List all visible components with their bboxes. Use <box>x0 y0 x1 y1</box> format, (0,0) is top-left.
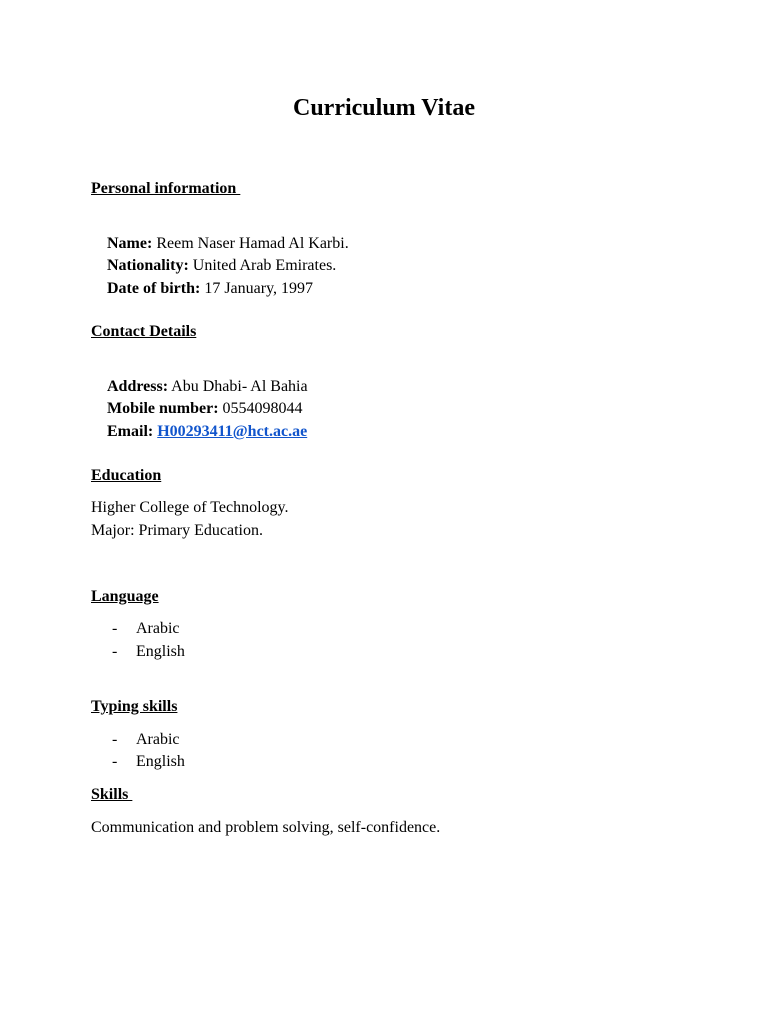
list-bullet: - <box>112 753 118 770</box>
dob-label: Date of birth: <box>107 280 201 297</box>
dob-value: 17 January, 1997 <box>204 280 314 297</box>
address-label: Address: <box>107 378 169 395</box>
nationality-value: United Arab Emirates. <box>192 257 337 274</box>
typing-item: English <box>136 753 185 770</box>
email-link[interactable]: H00293411@hct.ac.ae <box>157 423 308 440</box>
contact-heading: Contact Details <box>91 323 197 340</box>
personal-info-heading: Personal information <box>91 180 241 197</box>
nationality-label: Nationality: <box>107 257 189 274</box>
email-label: Email: <box>107 423 154 440</box>
document-title: Curriculum Vitae <box>293 95 475 121</box>
typing-skills-heading: Typing skills <box>91 698 178 715</box>
education-line: Major: Primary Education. <box>91 522 263 539</box>
mobile-value: 0554098044 <box>222 400 303 417</box>
list-bullet: - <box>112 643 118 660</box>
skills-heading: Skills <box>91 786 133 803</box>
email-line <box>91 399 307 465</box>
list-bullet: - <box>112 731 118 748</box>
list-bullet: - <box>112 620 118 637</box>
address-value: Abu Dhabi- Al Bahia <box>171 378 308 395</box>
skills-text: Communication and problem solving, self-confidence. <box>91 819 441 836</box>
language-heading: Language <box>91 588 159 605</box>
typing-item: Arabic <box>136 731 180 748</box>
language-item: Arabic <box>136 620 180 637</box>
language-item: English <box>136 643 185 660</box>
mobile-label: Mobile number: <box>107 400 219 417</box>
education-line: Higher College of Technology. <box>91 499 289 516</box>
dob-line <box>91 256 313 322</box>
name-label: Name: <box>107 235 153 252</box>
education-heading: Education <box>91 467 162 484</box>
name-value: Reem Naser Hamad Al Karbi. <box>156 235 349 252</box>
